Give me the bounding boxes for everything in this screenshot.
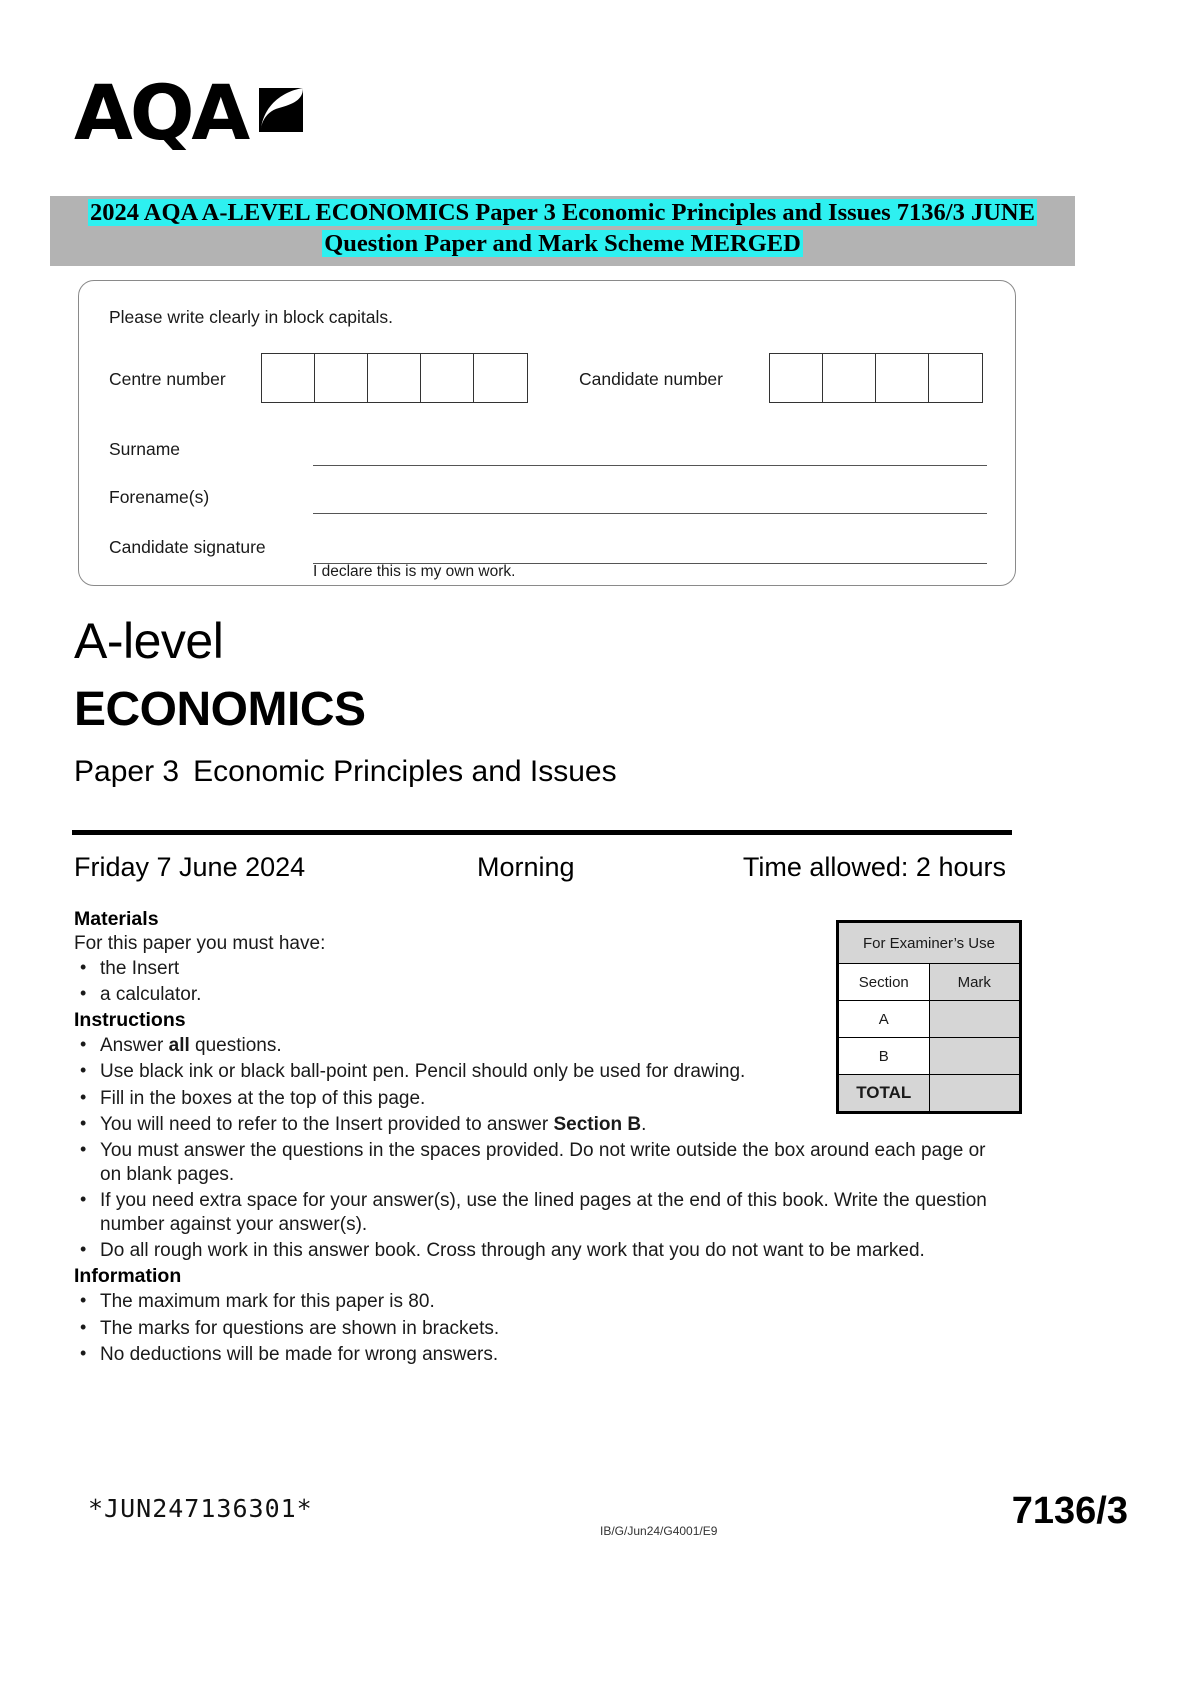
list-item: • Use black ink or black ball-point pen. Pencil should only be used for drawing. xyxy=(100,1060,1004,1084)
list-item: • You will need to refer to the Insert provided to answer Section B. xyxy=(100,1113,1004,1137)
materials-intro: For this paper you must have: xyxy=(74,933,326,954)
list-item: • Fill in the boxes at the top of this page. xyxy=(100,1087,1004,1111)
centre-number-cell[interactable] xyxy=(368,354,421,402)
candidate-number-cell[interactable] xyxy=(770,354,823,402)
candidate-details-box xyxy=(78,280,1016,586)
instructions-column xyxy=(74,908,1004,1369)
list-item: • You must answer the questions in the spaces provided. Do not write outside the box around each page or on blank pages. xyxy=(100,1139,1004,1187)
list-item: • Answer all questions. xyxy=(100,1034,1004,1058)
examiner-section-b: B xyxy=(839,1038,930,1075)
information-heading: Information xyxy=(74,1265,182,1288)
examiner-total-label: TOTAL xyxy=(839,1075,930,1112)
candidate-number-cell[interactable] xyxy=(823,354,876,402)
centre-number-cell[interactable] xyxy=(262,354,315,402)
forename-row xyxy=(79,487,1015,527)
qualification-level: A-level xyxy=(74,613,224,669)
list-item: • the Insert xyxy=(100,957,1004,981)
list-item: • No deductions will be made for wrong answers. xyxy=(100,1343,1004,1367)
examiner-col-section: Section xyxy=(839,964,930,1001)
candidate-signature-label: Candidate signature xyxy=(109,537,266,557)
examiner-col-mark: Mark xyxy=(929,964,1020,1001)
paper-line xyxy=(74,755,617,789)
horizontal-rule xyxy=(72,830,1012,835)
barcode-text: *JUN247136301* xyxy=(88,1494,313,1523)
paper-code: 7136/3 xyxy=(1011,1490,1128,1532)
banner-line-1: 2024 AQA A-LEVEL ECONOMICS Paper 3 Economic Principles and Issues 7136/3 JUNE xyxy=(90,199,1035,226)
list-item: • If you need extra space for your answer(s), use the lined pages at the end of this book. Write the question number against your answer(s). xyxy=(100,1189,1004,1237)
exam-meta-row xyxy=(74,852,1014,892)
centre-number-cell[interactable] xyxy=(315,354,368,402)
instructions-list xyxy=(74,1034,1004,1263)
paper-number: Paper 3 xyxy=(74,755,180,788)
forename-input[interactable] xyxy=(313,513,987,514)
list-item: • a calculator. xyxy=(100,983,1004,1007)
centre-number-cell[interactable] xyxy=(474,354,527,402)
candidate-number-input[interactable] xyxy=(769,353,983,403)
exam-date: Friday 7 June 2024 xyxy=(74,852,306,882)
merged-title-banner xyxy=(50,196,1075,266)
aqa-leaf-icon xyxy=(253,82,309,143)
list-item: • The maximum mark for this paper is 80. xyxy=(100,1290,1004,1314)
aqa-logo xyxy=(74,68,309,157)
information-list xyxy=(74,1290,1004,1366)
declaration-text: I declare this is my own work. xyxy=(313,563,516,580)
block-capitals-instruction: Please write clearly in block capitals. xyxy=(109,307,394,327)
centre-number-cell[interactable] xyxy=(421,354,474,402)
subject-title: ECONOMICS xyxy=(74,683,366,736)
paper-title: Economic Principles and Issues xyxy=(193,755,617,788)
list-item: • The marks for questions are shown in brackets. xyxy=(100,1317,1004,1341)
exam-session: Morning xyxy=(477,852,575,882)
examiner-table-header: For Examiner’s Use xyxy=(839,923,1020,964)
signature-row xyxy=(79,537,1015,577)
forename-label: Forename(s) xyxy=(109,487,210,507)
surname-label: Surname xyxy=(109,439,181,459)
banner-line-2: Question Paper and Mark Scheme MERGED xyxy=(324,229,801,257)
instructions-heading: Instructions xyxy=(74,1009,186,1032)
centre-number-input[interactable] xyxy=(261,353,528,403)
number-row xyxy=(79,353,1015,403)
candidate-number-cell[interactable] xyxy=(876,354,929,402)
materials-heading: Materials xyxy=(74,908,159,930)
candidate-number-cell[interactable] xyxy=(929,354,982,402)
centre-number-label: Centre number xyxy=(109,369,226,389)
surname-input[interactable] xyxy=(313,465,987,466)
document-code: IB/G/Jun24/G4001/E9 xyxy=(600,1524,718,1538)
aqa-logo-text: AQA xyxy=(74,68,248,157)
list-item: • Do all rough work in this answer book. Cross through any work that you do not want to be marked. xyxy=(100,1239,1004,1263)
examiner-section-a: A xyxy=(839,1001,930,1038)
candidate-number-label: Candidate number xyxy=(579,369,723,389)
surname-row xyxy=(79,439,1015,479)
time-allowed: Time allowed: 2 hours xyxy=(742,852,1006,882)
materials-list xyxy=(74,957,1004,1007)
